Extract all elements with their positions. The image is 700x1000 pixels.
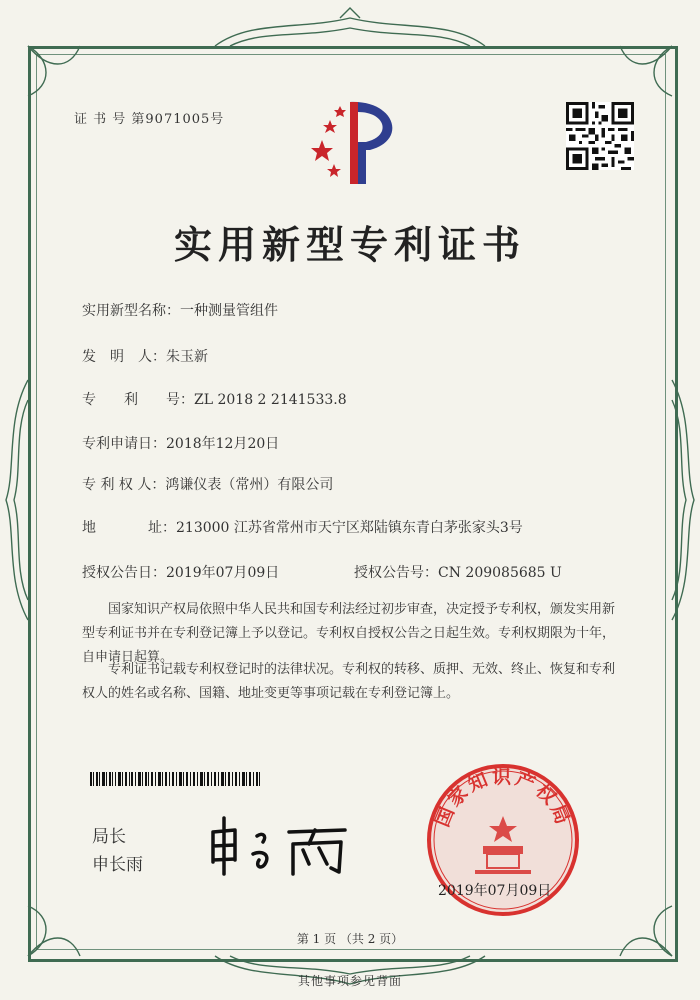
patentee-row [82, 474, 333, 494]
utility-model-name-row [82, 300, 278, 320]
inventor-row [82, 346, 208, 366]
grant-date-row [82, 562, 279, 582]
grant-date-label: 授权公告日： [82, 565, 166, 581]
address-label-left: 地 [82, 520, 96, 536]
certificate-title: 实用新型专利证书 [173, 222, 526, 267]
patentee-value: 鸿谦仪表（常州）有限公司 [165, 477, 334, 493]
director-name: 申长雨 [92, 855, 143, 875]
utility-model-name-value: 一种测量管组件 [180, 303, 278, 319]
grant-number-row [354, 562, 562, 582]
address-label-right: 址： [148, 520, 176, 536]
filing-date-value: 2018年12月20日 [166, 436, 280, 452]
certificate-statement-paragraph: 国家知识产权局依照中华人民共和国专利法经过初步审查，决定授予专利权，颁发实用新型专利证书并在专利登记簿上予以登记。专利权自授权公告之日起生效。专利权期限为十年，自申请日起算。 [82, 602, 616, 665]
director-title: 局长 [92, 827, 126, 847]
footer-note: 其他事项参见背面 [297, 974, 402, 988]
utility-model-name-label: 实用新型名称： [82, 303, 180, 319]
grant-date-value: 2019年07月09日 [166, 565, 280, 581]
filing-date-row [82, 433, 279, 453]
inventor-label: 发 明 人： [82, 349, 166, 365]
seal-text: 国家知识产权局 [431, 766, 575, 831]
grant-number-label: 授权公告号： [354, 565, 438, 581]
seal-date: 2019年07月09日 [438, 883, 552, 899]
filing-date-label: 专利申请日： [82, 436, 166, 452]
patent-office-logo-icon [300, 92, 410, 192]
qr-code-icon [566, 102, 634, 170]
certificate-number: 证 书 号 第9071005号 [74, 112, 225, 127]
barcode-icon [90, 772, 260, 786]
legal-status-paragraph: 专利证书记载专利权登记时的法律状况。专利权的转移、质押、无效、终止、恢复和专利权人的姓名或名称、国籍、地址变更等事项记载在专利登记簿上。 [82, 662, 616, 701]
page-number: 第 1 页 （共 2 页） [296, 932, 404, 946]
grant-number-value: CN 209085685 U [438, 565, 562, 581]
patent-number-value: ZL 2018 2 2141533.8 [194, 392, 347, 408]
patent-number-row [82, 389, 347, 409]
address-row [82, 517, 523, 537]
address-value: 213000 江苏省常州市天宁区郑陆镇东青白茅张家头3号 [176, 520, 523, 536]
patent-number-label: 专 利 号： [82, 392, 194, 408]
director-signature [205, 810, 355, 880]
inventor-value: 朱玉新 [166, 349, 208, 365]
patentee-label: 专 利 权 人： [82, 477, 166, 493]
